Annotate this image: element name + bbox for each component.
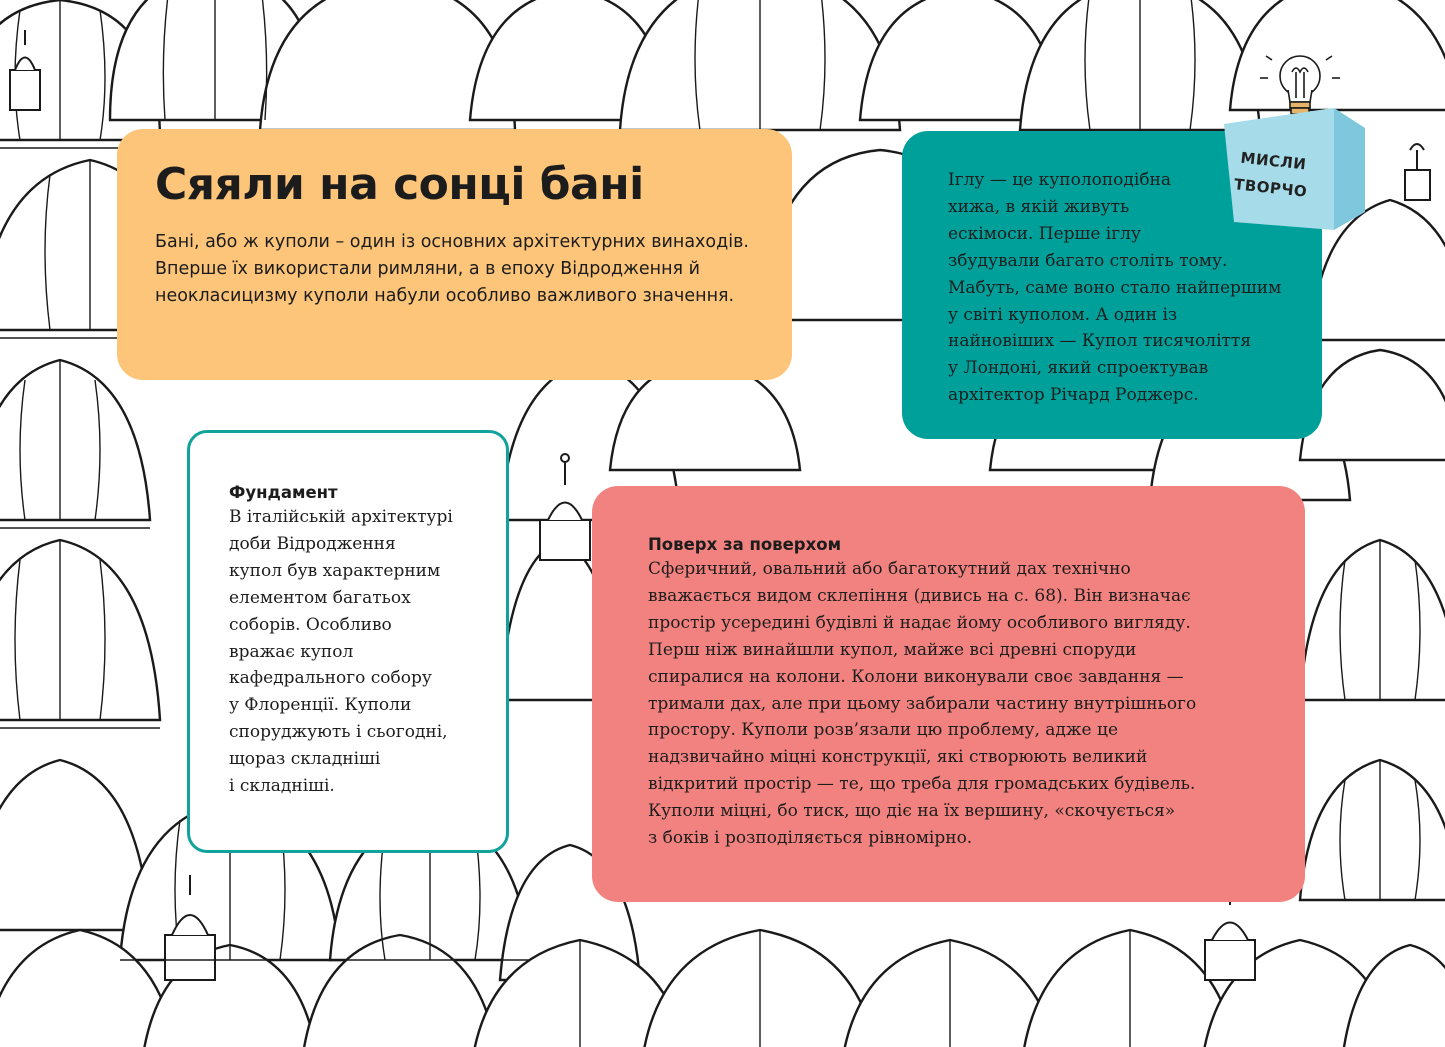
intro-text: Бані, або ж куполи – один із основних архітектурних винаходів. Вперше їх використали римляни, а в епоху Відродження й неокласицизму куполи набули особливо важливого значення. [155,232,749,306]
igloo-line: у світі куполом. А один із [948,304,1178,325]
layers-line: Куполи міцні, бо тиск, що діє на їх вершину, «скочується» [648,801,1176,822]
layers-line: спиралися на колони. Колони виконували своє завдання — [648,666,1184,687]
igloo-line: хижа, в якій живуть [948,196,1130,217]
think-creatively-cube [1222,50,1372,235]
layers-line: простір усередині будівлі й надає йому особливого вигляду. [648,612,1191,633]
layers-line: Сферичний, овальний або багатокутний дах технічно [648,559,1131,579]
layers-line: з боків і розподіляється рівномірно. [648,828,973,849]
layers-line: вважається видом склепіння (дивись на с. 68). Він визначає [648,585,1191,606]
think-creatively-label [1223,143,1320,206]
igloo-line: найновіших — Купол тисячоліття [948,331,1252,352]
layers-heading: Поверх за поверхом [648,535,842,554]
foundation-line: вражає купол [229,641,354,662]
igloo-line: архітектор Річард Роджерс. [948,385,1199,406]
foundation-line: у Флоренції. Куполи [229,695,412,716]
foundation-line: щораз складніші [229,749,381,770]
foundation-line: В італійській архітектурі [229,507,453,527]
cube-label-line2: ТВОРЧО [1233,175,1309,201]
igloo-line: Мабуть, саме воно стало найпершим [948,277,1282,298]
foundation-heading: Фундамент [229,483,338,502]
igloo-line: збудували багато століть тому. [948,250,1228,271]
title-panel [117,129,792,380]
page-title: Сяяли на сонці бані [155,159,644,210]
igloo-line: ескімоси. Перше іглу [948,223,1141,244]
layers-line: надзвичайно міцні конструкції, які створюють великий [648,747,1148,768]
foundation-line: соборів. Особливо [229,614,392,635]
igloo-line: Іглу — це куполоподібна [948,170,1172,190]
layers-line: простору. Куполи розв’язали цю проблему, адже це [648,720,1118,741]
foundation-line: елементом багатьох [229,587,411,608]
foundation-line: кафедрального собору [229,668,432,689]
foundation-line: споруджують і сьогодні, [229,722,448,743]
foundation-line: купол був характерним [229,560,441,581]
foundation-panel [187,430,509,853]
layers-panel [592,486,1305,902]
igloo-line: у Лондоні, який спроектував [948,358,1209,379]
foundation-line: і складніші. [229,776,335,797]
foundation-line: доби Відродження [229,533,396,554]
cube-label-line1: МИСЛИ [1239,148,1308,174]
layers-line: Перш ніж винайшли купол, майже всі древні споруди [648,639,1137,660]
layers-line: відкритий простір — те, що треба для громадських будівель. [648,774,1196,795]
layers-line: тримали дах, але при цьому забирали частину внутрішнього [648,693,1197,714]
